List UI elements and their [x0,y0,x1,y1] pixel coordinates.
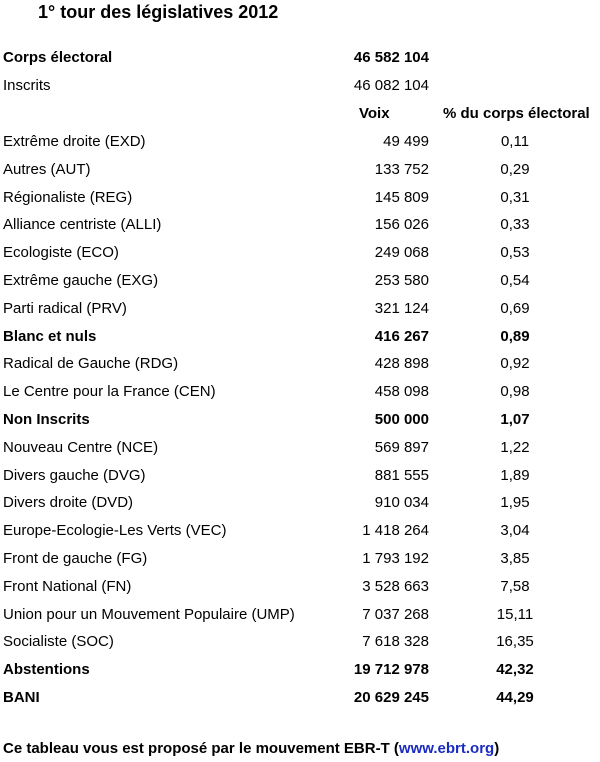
row-pct: 0,69 [500,300,530,317]
row-voix: 1 418 264 [362,522,429,539]
row-voix: 19 712 978 [353,661,429,678]
row-label: Extrême droite (EXD) [3,133,146,150]
row-voix: 133 752 [374,161,429,178]
row-voix: 7 037 268 [362,606,429,623]
table-row [0,327,600,347]
inscrits-value: 46 082 104 [353,77,429,94]
row-voix: 7 618 328 [362,633,429,650]
footer-close: ) [494,740,500,757]
row-pct: 0,29 [500,161,530,178]
row-voix: 145 809 [374,189,429,206]
table-row [0,466,600,486]
inscrits-row [0,76,600,96]
table-row [0,521,600,541]
row-pct: 1,95 [500,494,530,511]
row-pct: 1,89 [500,467,530,484]
row-pct: 15,11 [496,606,534,623]
row-pct: 44,29 [496,689,534,706]
footer-text: Ce tableau vous est proposé par le mouvement EBR-T ( [3,740,399,757]
row-label: Abstentions [3,661,90,678]
row-label: Nouveau Centre (NCE) [3,439,159,456]
table-row [0,632,600,652]
row-label: Alliance centriste (ALLI) [3,216,162,233]
header-pct: % du corps électoral [443,105,590,122]
table-row [0,354,600,374]
table-row [0,688,600,708]
row-pct: 16,35 [496,633,534,650]
row-label: BANI [3,689,40,706]
row-voix: 321 124 [374,300,429,317]
table-row [0,382,600,402]
row-label: Union pour un Mouvement Populaire (UMP) [3,606,295,623]
row-pct: 0,98 [500,383,530,400]
row-pct: 7,58 [500,578,530,595]
row-voix: 428 898 [374,355,429,372]
page-title: 1° tour des législatives 2012 [38,2,279,22]
row-voix: 253 580 [374,272,429,289]
row-voix: 910 034 [374,494,429,511]
row-voix: 881 555 [374,467,429,484]
row-label: Divers gauche (DVG) [3,467,146,484]
row-label: Le Centre pour la France (CEN) [3,383,216,400]
table-row [0,577,600,597]
footer-credit [3,740,499,757]
row-label: Divers droite (DVD) [3,494,134,511]
row-voix: 49 499 [383,133,429,150]
table-row [0,660,600,680]
table-row [0,243,600,263]
row-label: Socialiste (SOC) [3,633,114,650]
corps-electoral-label: Corps électoral [3,49,113,66]
row-pct: 0,54 [500,272,530,289]
row-label: Autres (AUT) [3,161,91,178]
row-voix: 416 267 [374,328,429,345]
table-row [0,605,600,625]
row-pct: 1,07 [500,411,530,428]
row-pct: 0,33 [500,216,530,233]
table-row [0,410,600,430]
row-voix: 249 068 [374,244,429,261]
row-pct: 3,85 [500,550,530,567]
row-pct: 0,92 [500,355,530,372]
table-row [0,215,600,235]
table-row [0,493,600,513]
row-voix: 458 098 [374,383,429,400]
table-row [0,160,600,180]
row-pct: 0,31 [500,189,530,206]
row-voix: 20 629 245 [353,689,429,706]
row-pct: 3,04 [500,522,530,539]
row-pct: 42,32 [496,661,534,678]
row-voix: 500 000 [374,411,429,428]
corps-electoral-row [0,48,600,68]
row-label: Radical de Gauche (RDG) [3,355,179,372]
row-label: Régionaliste (REG) [3,189,133,206]
row-label: Europe-Ecologie-Les Verts (VEC) [3,522,227,539]
table-row [0,549,600,569]
table-row [0,438,600,458]
row-label: Ecologiste (ECO) [3,244,119,261]
column-header-row [0,104,600,124]
table-row [0,299,600,319]
row-pct: 0,89 [500,328,530,345]
header-voix: Voix [359,105,390,122]
table-row [0,271,600,291]
row-voix: 569 897 [374,439,429,456]
table-row [0,188,600,208]
row-label: Blanc et nuls [3,328,97,345]
row-label: Non Inscrits [3,411,90,428]
corps-electoral-value: 46 582 104 [353,49,429,66]
row-pct: 0,53 [500,244,530,261]
table-row [0,132,600,152]
row-voix: 156 026 [374,216,429,233]
inscrits-label: Inscrits [3,77,51,94]
row-pct: 0,11 [500,133,530,150]
row-label: Front de gauche (FG) [3,550,148,567]
row-pct: 1,22 [500,439,530,456]
row-voix: 1 793 192 [362,550,429,567]
row-label: Front National (FN) [3,578,132,595]
footer-link[interactable]: www.ebrt.org [398,740,495,757]
row-voix: 3 528 663 [362,578,429,595]
row-label: Extrême gauche (EXG) [3,272,159,289]
row-label: Parti radical (PRV) [3,300,127,317]
